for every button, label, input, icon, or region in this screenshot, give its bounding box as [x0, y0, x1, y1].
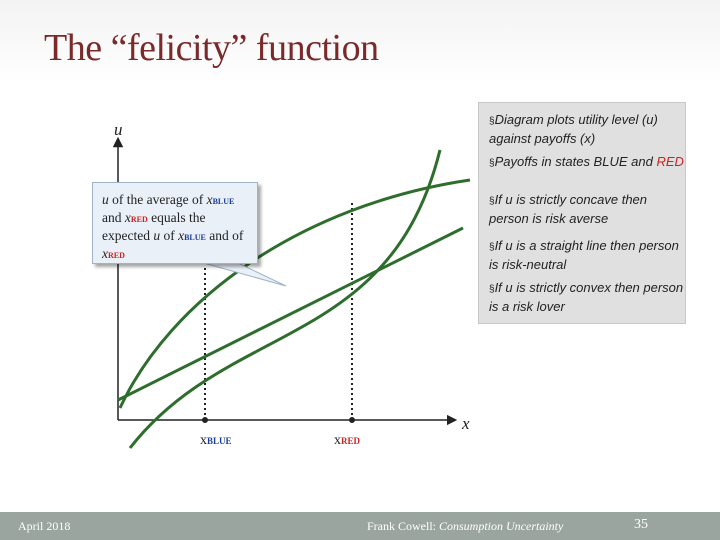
- note-item: §If u is a straight line then person is risk-neutral: [489, 238, 679, 272]
- note-item: §If u is strictly concave then person is risk averse: [489, 192, 648, 226]
- footer-bar: [0, 512, 720, 540]
- notes-panel: [478, 102, 686, 324]
- bullet-icon: §: [489, 196, 495, 207]
- blue-payoff-tick: [202, 417, 208, 423]
- y-axis-label: u: [114, 120, 123, 139]
- red-payoff-tick: [349, 417, 355, 423]
- footer-date: April 2018: [18, 519, 71, 533]
- callout-line-2: and xRED equals the: [102, 210, 206, 225]
- red-payoff-label-sub: RED: [341, 436, 361, 446]
- callout-box: [92, 182, 258, 264]
- x-axis-label: x: [462, 414, 470, 433]
- red-payoff-label: [334, 433, 360, 449]
- callout-line-3: expected u of xBLUE and of: [102, 228, 244, 243]
- blue-payoff-label-sub: BLUE: [207, 436, 232, 446]
- bullet-icon: §: [489, 116, 495, 127]
- callout-line-4: xRED: [102, 246, 125, 261]
- bullet-icon: §: [489, 284, 495, 295]
- note-item: §Diagram plots utility level (u) against payoffs (x): [489, 112, 658, 146]
- red-payoff-label-base: x: [334, 433, 341, 448]
- callout-line-1: u of the average of xBLUE: [102, 192, 235, 207]
- footer-author: Frank Cowell: Consumption Uncertainty: [367, 519, 564, 533]
- red-state-word: RED: [656, 154, 684, 169]
- bullet-icon: §: [489, 242, 495, 253]
- blue-payoff-label-base: x: [200, 433, 207, 448]
- note-item: §Payoffs in states BLUE and RED: [489, 154, 684, 169]
- callout-pointer: [200, 262, 286, 286]
- page-number: 35: [634, 517, 648, 532]
- bullet-icon: §: [489, 158, 495, 169]
- note-item: §If u is strictly convex then person is a risk lover: [489, 280, 684, 314]
- blue-payoff-label: [200, 433, 232, 449]
- slide-title: The “felicity” function: [44, 27, 379, 69]
